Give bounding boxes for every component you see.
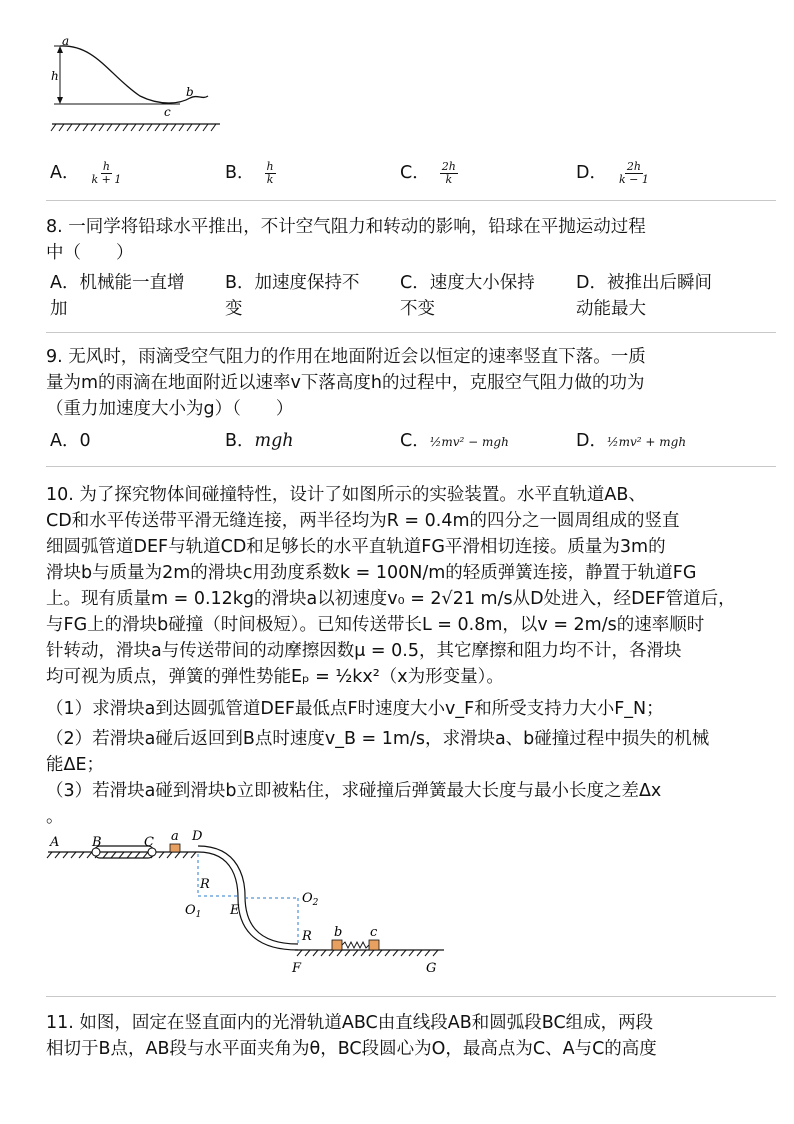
q7-option-c: C． $\frac{2h}{k}$ [400, 159, 456, 186]
q7-figure [40, 36, 225, 136]
fig10-label-E: E [230, 903, 240, 918]
q10-part2: （2）若滑块a碰后返回到B点时速度v_B = 1m/s，求滑块a、b碰撞过程中损失的机械 [46, 729, 710, 749]
q10-line: 均可视为质点，弹簧的弹性势能Eₚ = ½kx²（x为形变量）。 [46, 667, 504, 687]
fig10-label-c: c [370, 925, 378, 940]
q9-option-a: A．0 [50, 431, 91, 451]
q8-stem-line1: 8. 一同学将铅球水平推出，不计空气阻力和转动的影响，铅球在平抛运动过程 [46, 217, 646, 237]
q10-line: 滑块b与质量为2m的滑块c用劲度系数k = 100N/m的轻质弹簧连接，静置于轨道FG [46, 563, 697, 583]
fig10-label-R2: R [302, 929, 312, 944]
fig10-label-F: F [292, 961, 302, 976]
q8-option-b: B．加速度保持不 变 [225, 273, 360, 319]
q9-stem-line3: （重力加速度大小为g）（ ） [46, 399, 294, 419]
q11-stem-line2: 相切于B点，AB段与水平面夹角为θ，BC段圆心为O，最高点为C、A与C的高度 [46, 1039, 657, 1059]
q9-option-d: D．½mv² + mgh [576, 431, 687, 451]
q10-line: 针转动，滑块a与传送带间的动摩擦因数μ = 0.5，其它摩擦和阻力均不计，各滑块 [46, 641, 682, 661]
q10-line: 与FG上的滑块b碰撞（时间极短）。已知传送带长L = 0.8m，以v = 2m/s的速率顺时 [46, 615, 705, 635]
q8-stem-line2: 中（ ） [46, 243, 134, 263]
q7-option-d: D． $\frac{2h}{k - 1}$ [576, 159, 649, 186]
q10-part1: （1）求滑块a到达圆弧管道DEF最低点F时速度大小v_F和所受支持力大小F_N； [46, 699, 664, 719]
fig10-label-O2: $O_2$ [302, 891, 319, 908]
q10-line: 10. 为了探究物体间碰撞特性，设计了如图所示的实验装置。水平直轨道AB、 [46, 485, 646, 505]
q7-option-a: A． $\frac{h}{k + 1}$ [50, 159, 122, 186]
q11-stem-line1: 11. 如图，固定在竖直面内的光滑轨道ABC由直线段AB和圆弧段BC组成，两段 [46, 1013, 654, 1033]
q10-part3-end: 。 [46, 807, 64, 827]
fig7-label-b: b [186, 85, 194, 99]
fig7-label-h: h [51, 69, 59, 83]
fig10-label-A: A [50, 835, 60, 850]
q10-part2-cont: 能ΔE； [46, 755, 105, 775]
q9-stem-line1: 9. 无风时，雨滴受空气阻力的作用在地面附近会以恒定的速率竖直下落。一质 [46, 347, 646, 367]
q10-line: CD和水平传送带平滑无缝连接，两半径均为R = 0.4m的四分之一圆周组成的竖直 [46, 511, 680, 531]
q10-line: 细圆弧管道DEF与轨道CD和足够长的水平直轨道FG平滑相切连接。质量为3m的 [46, 537, 666, 557]
q8-option-a: A．机械能一直增 加 [50, 273, 185, 319]
separator [46, 466, 776, 467]
q7-option-b: B． $\frac{h}{k}$ [225, 159, 274, 186]
separator [46, 996, 776, 997]
fig7-label-c: c [164, 105, 171, 119]
q9-option-c: C．½mv² − mgh [400, 431, 509, 451]
q9-stem-line2: 量为m的雨滴在地面附近以速率v下落高度h的过程中，克服空气阻力做的功为 [46, 373, 645, 393]
q8-option-d: D．被推出后瞬间 动能最大 [576, 273, 712, 319]
fig10-label-b: b [334, 925, 343, 940]
fig10-label-D: D [192, 829, 203, 844]
fig10-label-O1: $O_1$ [185, 903, 202, 920]
separator [46, 200, 776, 201]
q10-part3: （3）若滑块a碰到滑块b立即被粘住，求碰撞后弹簧最大长度与最小长度之差Δx [46, 781, 662, 801]
q8-option-c: C．速度大小保持 不变 [400, 273, 535, 319]
fig10-label-G: G [426, 961, 437, 976]
fig10-label-a: a [171, 829, 179, 844]
q10-figure [40, 826, 460, 982]
fig10-label-R1: R [200, 877, 210, 892]
separator [46, 332, 776, 333]
fig10-label-B: B [92, 835, 102, 850]
fig10-label-C: C [144, 835, 154, 850]
q10-line: 上。现有质量m = 0.12kg的滑块a以初速度v₀ = 2√21 m/s从D处进入，经DEF管道后， [46, 589, 736, 609]
q9-option-b: B．mgh [225, 431, 294, 451]
fig7-label-a: a [62, 36, 70, 48]
